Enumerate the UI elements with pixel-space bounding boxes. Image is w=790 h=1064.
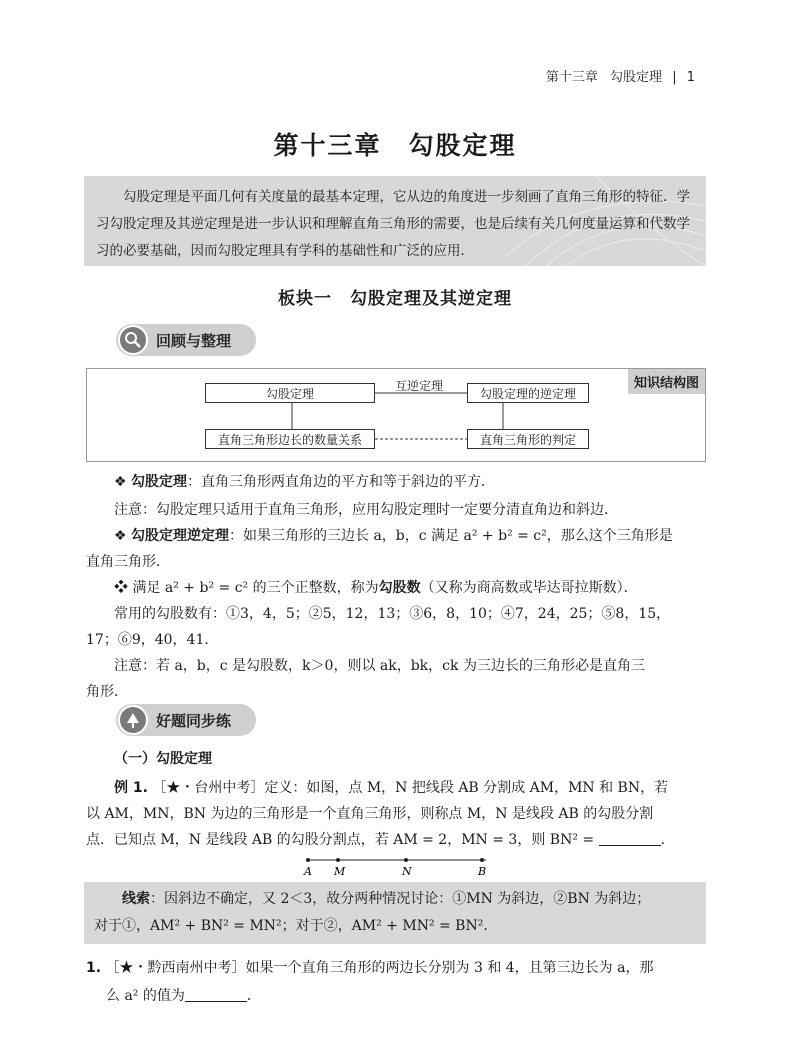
review-pill: [116, 324, 256, 356]
example-1-text-3-end: ．: [660, 832, 675, 848]
header-chapter: 第十三章: [545, 70, 598, 85]
node-right-triangle-judge: 直角三角形的判定: [467, 429, 589, 449]
magnifier-icon: [118, 325, 148, 355]
page-number: 1: [686, 70, 695, 85]
point-pythagorean-text: ：直角三角形两直角边的平方和等于斜边的平方．: [187, 474, 496, 490]
point-converse-text: ：如果三角形的三边长 a，b，c 满足 a² + b² = c²，那么这个三角形是: [229, 528, 673, 544]
point-label-m: M: [334, 865, 346, 878]
intro-text: 勾股定理是平面几何有关度量的最基本定理，它从边的角度进一步刻画了直角三角形的特征．学习勾股定理及其逆定理是进一步认识和理解直角三角形的需要，也是后续有关几何度量运算和代数学习的必要基础，因而勾股定理具有学科的基础性和广泛的应用．: [96, 189, 690, 259]
answer-blank[interactable]: [185, 987, 247, 1002]
question-1-source: ［★・黔西南州中考］: [105, 960, 246, 976]
diamond-bullet-icon: ❖: [114, 528, 132, 544]
point-a-dot: [306, 858, 310, 862]
example-1-source: ［★・台州中考］: [152, 780, 265, 796]
point-label-n: N: [402, 865, 412, 878]
point-n-dot: [404, 858, 408, 862]
hint-line-1: [94, 886, 696, 913]
common-triples-cont: 17；⑥9，40，41．: [86, 632, 219, 648]
diamond-bullet-icon: ❖: [114, 580, 133, 596]
triples-text-b: （又称为商高数或毕达哥拉斯数）．: [420, 580, 638, 596]
point-converse: [86, 522, 706, 550]
intro-box: [84, 176, 706, 266]
hint-label: 线索: [122, 891, 150, 907]
edge-label-converse: 互逆定理: [395, 379, 444, 393]
point-b-dot: [480, 858, 484, 862]
hint-box: [84, 882, 706, 944]
example-1-line-3: [86, 826, 706, 854]
running-header: [0, 66, 695, 85]
example-1-text-3: 点．已知点 M，N 是线段 AB 的勾股分割点，若 AM = 2，MN = 3，则 BN² =: [86, 832, 595, 848]
practice-pill-label: 好题同步练: [156, 711, 232, 730]
term-pythagorean: 勾股定理: [131, 474, 188, 490]
example-1-line-1: [86, 774, 706, 802]
question-1-text-2-end: ．: [246, 988, 261, 1004]
hint-text-1: ：因斜边不确定，又 2＜3，故分两种情况讨论：①MN 为斜边，②BN 为斜边；: [150, 891, 651, 907]
segment-ab-figure: [296, 852, 496, 878]
point-converse-cont: 直角三角形．: [86, 554, 170, 570]
diamond-bullet-icon: ❖: [114, 474, 132, 490]
question-1-text-1: 如果一个直角三角形的两边长分别为 3 和 4，且第三边长为 a，那: [245, 960, 654, 976]
question-1-line-1: [86, 954, 706, 982]
note-2-cont: 角形．: [86, 684, 128, 700]
common-triples: 常用的勾股数有：①3，4，5；②5，12，13；③6，8，10；④7，24，25；⑤8，15，: [114, 606, 671, 622]
point-m-dot: [336, 858, 340, 862]
question-1-text-2: 么 a² 的值为: [106, 988, 185, 1004]
tree-icon: [118, 705, 148, 735]
header-separator: |: [672, 70, 677, 85]
note-1: 注意：勾股定理只适用于直角三角形，应用勾股定理时一定要分清直角边和斜边．: [114, 502, 618, 518]
practice-pill: [116, 704, 256, 736]
question-1-line-2: [106, 982, 706, 1010]
note-2: 注意：若 a，b，c 是勾股数，k＞0，则以 ak，bk，ck 为三边长的三角形必是直角三: [114, 658, 645, 674]
question-1-label: 1.: [86, 960, 102, 976]
point-label-b: B: [478, 865, 487, 878]
example-1-line-2: 以 AM，MN，BN 为边的三角形是一个直角三角形，则称点 M，N 是线段 AB 的勾股分割: [86, 806, 654, 822]
triples-text-a: 满足 a² + b² = c² 的三个正整数，称为: [132, 580, 379, 596]
hint-line-2: 对于①，AM² + BN² = MN²；对于②，AM² + MN² = BN²．: [94, 918, 498, 934]
term-triples: 勾股数: [378, 580, 421, 596]
section-title: 板块一 勾股定理及其逆定理: [278, 289, 512, 309]
term-converse: 勾股定理逆定理: [131, 528, 230, 544]
example-1-text-1: 定义：如图，点 M，N 把线段 AB 分割成 AM，MN 和 BN，若: [264, 780, 669, 796]
point-pythagorean: [86, 468, 706, 496]
point-label-a: A: [304, 865, 312, 878]
review-pill-label: 回顾与整理: [156, 331, 232, 350]
knowledge-structure-tag: 知识结构图: [628, 369, 705, 394]
header-topic: 勾股定理: [610, 70, 663, 85]
knowledge-structure-diagram: [86, 368, 706, 462]
chapter-title: 第十三章 勾股定理: [273, 131, 517, 160]
node-pythagorean-theorem: 勾股定理: [205, 383, 375, 403]
answer-blank[interactable]: [599, 831, 661, 846]
example-1-label: 例 1.: [114, 780, 148, 796]
node-converse-theorem: 勾股定理的逆定理: [467, 383, 589, 403]
node-side-relation: 直角三角形边长的数量关系: [205, 429, 375, 449]
point-pythagorean-triples: [86, 574, 706, 602]
sub-title: （一）勾股定理: [114, 751, 212, 767]
